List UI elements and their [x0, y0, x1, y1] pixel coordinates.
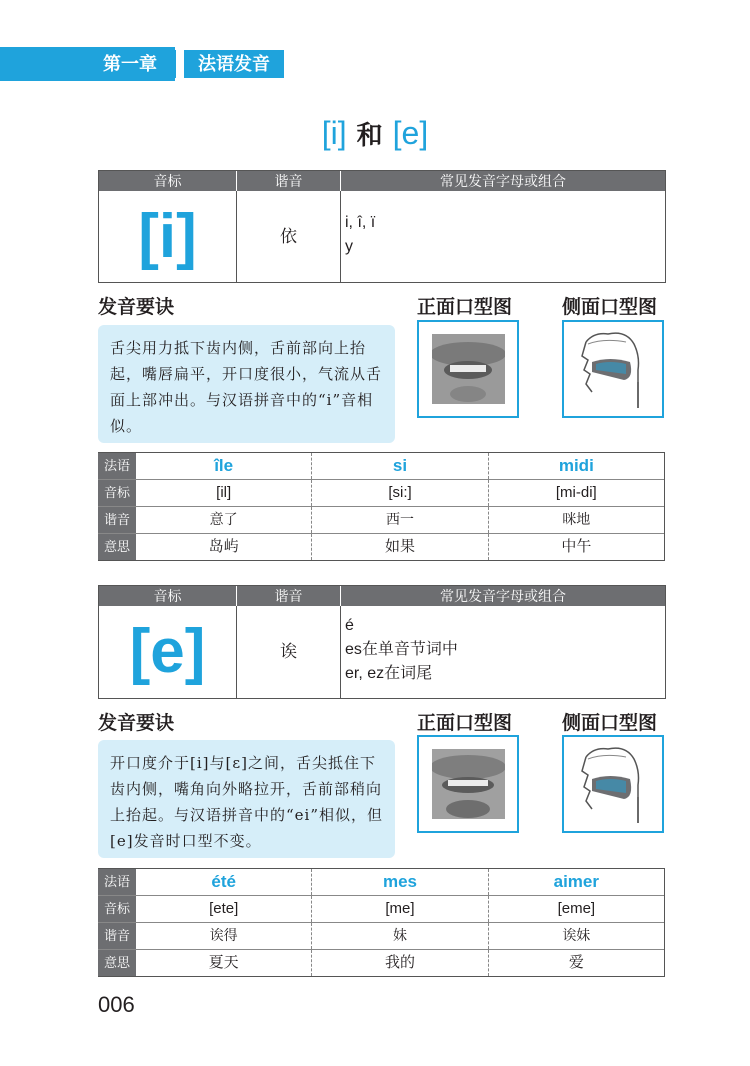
word-ipa: [eme]	[557, 900, 596, 917]
side-view-heading: 侧面口型图	[562, 713, 658, 734]
word-meaning: 夏天	[136, 950, 312, 976]
row-label: 音标	[98, 480, 136, 506]
word-homophone: 诶得	[136, 923, 312, 949]
info-table-e	[98, 585, 666, 699]
info-table-i	[98, 170, 666, 283]
page-title	[0, 108, 750, 160]
letter-combo: er, ez在词尾	[345, 665, 433, 682]
row-ipa	[98, 896, 664, 923]
phonetic-symbol: [e]	[99, 606, 237, 698]
tip-box: 舌尖用力抵下齿内侧，舌前部向上抬起，嘴唇扁平，开口度很小，气流从舌面上部冲出。与汉语拼音中的“i”音相似。	[98, 325, 395, 443]
chapter-header	[0, 47, 285, 81]
chapter-label: 第一章	[84, 50, 176, 78]
letter-combos	[341, 191, 665, 282]
front-mouth-image	[417, 320, 519, 418]
letter-combo: i, î, ï	[345, 214, 376, 231]
word-meaning: 如果	[312, 534, 488, 560]
tips-heading: 发音要诀	[98, 297, 175, 318]
mouth-photo	[432, 749, 505, 819]
word-homophone: 诶妹	[562, 928, 591, 944]
title-phoneme-e: [e]	[392, 115, 429, 151]
page-number: 006	[98, 992, 135, 1017]
info-header-row	[99, 171, 665, 191]
homophone-char: 诶	[237, 606, 341, 698]
front-mouth-image	[417, 735, 519, 833]
section-label: 法语发音	[184, 50, 284, 78]
word-ipa: [si:]	[312, 480, 488, 506]
phonetic-symbol: [i]	[99, 191, 237, 282]
row-label: 音标	[98, 896, 136, 922]
word-homophone: 咪地	[562, 512, 591, 528]
row-ipa	[98, 480, 664, 507]
word-french: si	[312, 453, 488, 479]
row-label: 意思	[98, 534, 136, 560]
info-header-row	[99, 586, 665, 606]
word-ipa: [me]	[312, 896, 488, 922]
front-view-heading: 正面口型图	[417, 297, 513, 318]
letter-combo: é	[345, 617, 354, 634]
info-body-row	[99, 606, 665, 698]
word-meaning: 中午	[561, 538, 592, 555]
row-french	[98, 453, 664, 480]
letter-combo: es在单音节词中	[345, 641, 458, 658]
word-meaning: 爱	[568, 954, 584, 971]
word-french: midi	[558, 456, 594, 475]
row-homophone	[98, 923, 664, 950]
row-french	[98, 869, 664, 896]
word-ipa: [mi-di]	[555, 484, 597, 501]
row-label: 法语	[98, 453, 136, 479]
word-french: mes	[312, 869, 488, 895]
homophone-char: 依	[237, 191, 341, 282]
title-and: 和	[356, 120, 383, 150]
word-meaning: 岛屿	[136, 534, 312, 560]
mouth-photo	[432, 334, 505, 404]
row-label: 谐音	[98, 923, 136, 949]
row-homophone	[98, 507, 664, 534]
row-label: 法语	[98, 869, 136, 895]
info-body-row	[99, 191, 665, 282]
row-label: 意思	[98, 950, 136, 976]
side-view-heading: 侧面口型图	[562, 297, 658, 318]
header-phonetic: 音标	[99, 171, 237, 191]
header-homophone: 谐音	[237, 586, 341, 606]
word-table-i	[98, 452, 665, 561]
word-homophone: 妹	[312, 923, 488, 949]
row-meaning	[98, 534, 664, 560]
tips-heading: 发音要诀	[98, 713, 175, 734]
word-french: été	[136, 869, 312, 895]
word-ipa: [ete]	[136, 896, 312, 922]
word-table-e	[98, 868, 665, 977]
title-phoneme-i: [i]	[321, 115, 347, 151]
letter-combo: y	[345, 238, 353, 255]
row-meaning	[98, 950, 664, 976]
word-french: aimer	[553, 872, 599, 891]
tip-box: 开口度介于[i]与[ɛ]之间，舌尖抵住下齿内侧，嘴角向外略拉开，舌前部稍向上抬起。与汉语拼音中的“ei”相似，但[e]发音时口型不变。	[98, 740, 395, 858]
header-homophone: 谐音	[237, 171, 341, 191]
letter-combos	[341, 606, 665, 698]
word-homophone: 意了	[136, 507, 312, 533]
word-homophone: 西一	[312, 507, 488, 533]
word-french: île	[136, 453, 312, 479]
side-mouth-image	[562, 735, 664, 833]
header-letters: 常见发音字母或组合	[440, 588, 566, 604]
word-meaning: 我的	[312, 950, 488, 976]
front-view-heading: 正面口型图	[417, 713, 513, 734]
row-label: 谐音	[98, 507, 136, 533]
header-phonetic: 音标	[99, 586, 237, 606]
side-mouth-image	[562, 320, 664, 418]
word-ipa: [il]	[136, 480, 312, 506]
header-letters: 常见发音字母或组合	[440, 173, 566, 189]
